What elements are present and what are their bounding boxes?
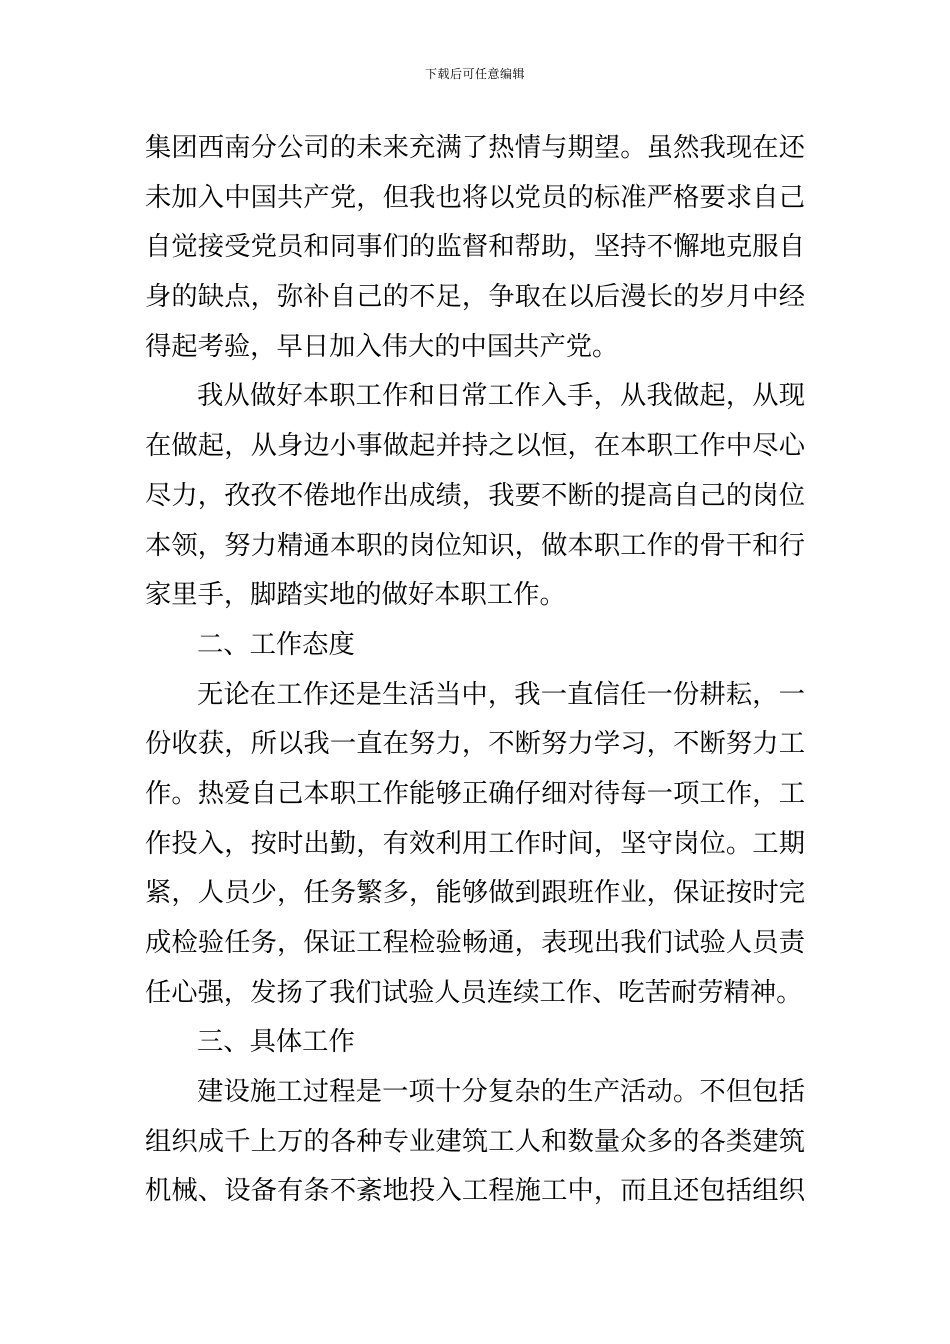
text-line: 紧，人员少，任务繁多，能够做到跟班作业，保证按时完 [145,878,805,909]
text-line: 份收获，所以我一直在努力，不断努力学习，不断努力工 [145,729,805,760]
text-line: 得起考验，早日加入伟大的中国共产党。 [145,331,619,362]
text-line: 任心强，发扬了我们试验人员连续工作、吃苦耐劳精神。 [145,977,803,1008]
text-line: 在做起，从身边小事做起并持之以恒，在本职工作中尽心 [145,431,805,462]
text-line: 组织成千上万的各种专业建筑工人和数量众多的各类建筑 [145,1126,805,1157]
text-line: 自觉接受党员和同事们的监督和帮助，坚持不懈地克服自 [145,232,805,263]
text-line: 集团西南分公司的未来充满了热情与期望。虽然我现在还 [145,133,805,163]
text-line: 作。热爱自己本职工作能够正确仔细对待每一项工作，工 [145,778,805,809]
text-line: 尽力，孜孜不倦地作出成绩，我要不断的提高自己的岗位 [145,480,805,511]
text-line: 成检验任务，保证工程检验畅通，表现出我们试验人员责 [145,928,805,958]
section-heading: 三、具体工作 [197,1027,355,1058]
text-line: 无论在工作还是生活当中，我一直信任一份耕耘，一 [197,679,805,710]
text-line: 作投入，按时出勤，有效利用工作时间，坚守岗位。工期 [145,828,805,859]
text-line: 身的缺点，弥补自己的不足，争取在以后漫长的岁月中经 [145,282,805,313]
page-header: 下载后可任意编辑 [424,67,525,81]
document-body [145,124,805,1217]
text-line: 未加入中国共产党，但我也将以党员的标准严格要求自己 [145,182,805,213]
text-line: 机械、设备有条不紊地投入工程施工中，而且还包括组织 [145,1176,805,1207]
text-line: 家里手，脚踏实地的做好本职工作。 [145,580,566,611]
section-heading: 二、工作态度 [197,629,355,660]
text-line: 我从做好本职工作和日常工作入手，从我做起，从现 [197,381,805,412]
text-line: 本领，努力精通本职的岗位知识，做本职工作的骨干和行 [145,530,805,561]
text-line: 建设施工过程是一项十分复杂的生产活动。不但包括 [197,1077,805,1108]
